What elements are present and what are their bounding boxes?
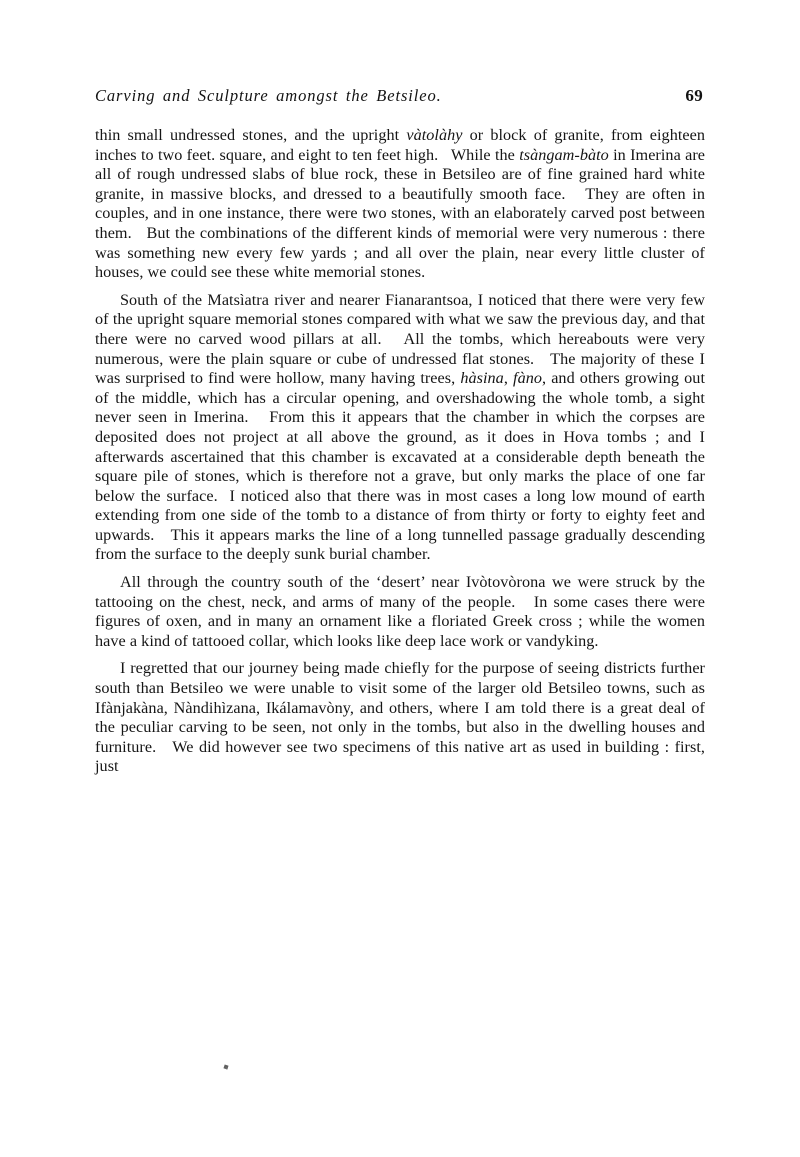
- running-head: [95, 86, 705, 110]
- native-term-fano: fàno: [513, 369, 542, 388]
- page-number: 69: [685, 86, 703, 105]
- native-term-hasina: hàsina: [460, 369, 504, 388]
- paragraph-2: South of the Matsìatra river and nearer Fianarantsoa, I noticed that there were very few of the upright square memorial stones compared with what we saw the previous day, and that there were no carved wood pillars at all. All the tombs, which hereabouts were very numerous, were the plain square or cube of undressed flat stones. The majority of these I was surprised to find were hollow, many having trees, hàsina, fàno, and others growing out of the middle, which has a circular opening, and overshadowing the whole tomb, a sight never seen in Imerina. From this it appears that the chamber in which the corpses are deposited does not project at all above the ground, as it does in Hova tombs ; and I afterwards ascertained that this chamber is excavated at a considerable depth beneath the square pile of stones, which is therefore not a grave, but only marks the place of one far below the surface. I noticed also that there was in most cases a long low mound of earth extending from one side of the tomb to a distance of from thirty or forty to eighty feet and upwards. This it appears marks the line of a long tunnelled passage gradually descending from the surface to the deeply sunk burial chamber.: [95, 290, 705, 564]
- native-term-tsangambato: tsàngam-bàto: [519, 145, 609, 164]
- paragraph-4: I regretted that our journey being made chiefly for the purpose of seeing districts further south than Betsileo we were unable to visit some of the larger old Betsileo towns, such as Ifànjakàna, Nàndihìzana, Ikálamavòny, and others, where I am told there is a great deal of the peculiar carving to be seen, not only in the tombs, but also in the dwelling houses and furniture. We did however see two specimens of this native art as used in building : first, just: [95, 659, 705, 776]
- paragraph-1: thin small undressed stones, and the upright vàtolàhy or block of granite, from eighteen inches to two feet. square, and eight to ten feet high. While the tsàngam-bàto in Imerina are all of rough undressed slabs of blue rock, these in Betsileo are of fine grained hard white granite, in massive blocks, and dressed to a beautifully smooth face. They are often in couples, and in one instance, there were two stones, with an elaborately carved post between them. But the combinations of the different kinds of memorial were very numerous : there was something new every few yards ; and all over the plain, near every little cluster of houses, we could see these white memorial stones.: [95, 126, 706, 282]
- running-head-title: Carving and Sculpture amongst the Betsileo.: [95, 86, 442, 105]
- native-term-vatolahy: vàtolàhy: [406, 126, 463, 144]
- paragraph-3: All through the country south of the ‘desert’ near Ivòtovòrona we were struck by the tattooing on the chest, neck, and arms of many of the people. In some cases there were figures of oxen, and in many an ornament like a floriated Greek cross ; while the women have a kind of tattooed collar, which looks like deep lace work or vandyking.: [95, 573, 705, 650]
- scan-speck-artifact: [223, 1064, 228, 1069]
- body-text-block: [95, 126, 705, 777]
